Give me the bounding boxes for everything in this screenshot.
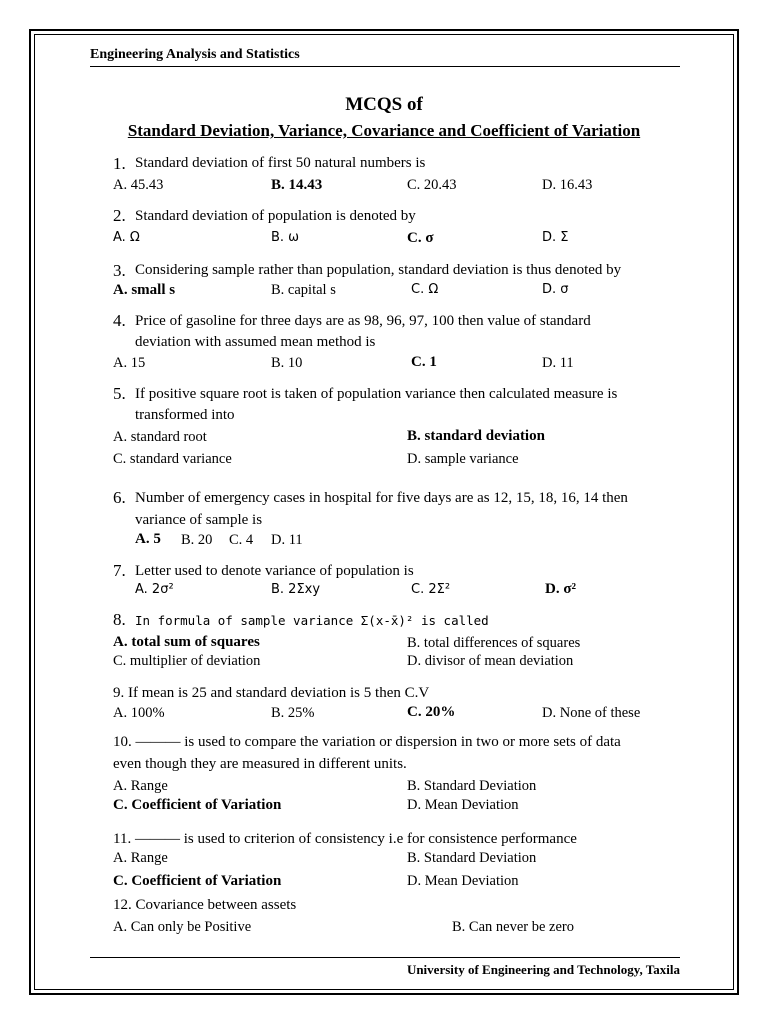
running-header: Engineering Analysis and Statistics	[90, 47, 300, 62]
q3-option-a: A. small s	[113, 282, 176, 298]
page-subtitle: Standard Deviation, Variance, Covariance and Coefficient of Variation	[127, 121, 641, 140]
q5-text-line2: transformed into	[135, 407, 235, 423]
q3-option-d: D. σ	[542, 282, 569, 297]
q6-option-b: B. 20	[181, 532, 213, 548]
q2-option-b: B. ω	[271, 230, 300, 245]
q10-option-a: A. Range	[113, 778, 168, 794]
q2-option-c: C. σ	[407, 230, 434, 246]
q7-option-b: B. 2Σxy	[271, 582, 321, 597]
q2-option-a: A. Ω	[113, 230, 140, 245]
q3-option-c: C. Ω	[411, 282, 439, 297]
q5-option-d: D. sample variance	[407, 451, 519, 467]
q12-option-b: B. Can never be zero	[452, 919, 574, 935]
q12-option-a: A. Can only be Positive	[113, 919, 252, 935]
q7-text: Letter used to denote variance of population is	[135, 563, 414, 579]
q3-option-b: B. capital s	[271, 282, 336, 298]
q4-option-c: C. 1	[411, 354, 437, 370]
q10-text-line2: even though they are measured in different units.	[113, 756, 407, 772]
running-footer: University of Engineering and Technology, Taxila	[406, 962, 680, 977]
q9-text: 9. If mean is 25 and standard deviation is 5 then C.V	[113, 685, 430, 701]
q6-number: 6.	[113, 488, 126, 507]
q5-number: 5.	[113, 384, 126, 403]
q11-option-b: B. Standard Deviation	[407, 850, 537, 866]
q7-option-d: D. σ²	[545, 581, 576, 597]
q1-option-d: D. 16.43	[542, 177, 593, 193]
q11-option-c: C. Coefficient of Variation	[113, 873, 282, 889]
q8-option-a: A. total sum of squares	[113, 634, 260, 650]
q5-option-a: A. standard root	[113, 429, 207, 445]
q4-number: 4.	[113, 311, 126, 330]
q4-option-d: D. 11	[542, 355, 574, 371]
q5-option-b: B. standard deviation	[407, 428, 545, 444]
q1-option-a: A. 45.43	[113, 177, 164, 193]
header-rule	[90, 66, 680, 67]
q8-number: 8.	[113, 610, 126, 629]
q5-text-line1: If positive square root is taken of population variance then calculated measure is	[135, 386, 618, 402]
q1-option-b: B. 14.43	[271, 177, 323, 193]
q9-option-d: D. None of these	[542, 705, 641, 721]
q9-option-a: A. 100%	[113, 705, 165, 721]
q11-option-a: A. Range	[113, 850, 168, 866]
q4-option-a: A. 15	[113, 355, 146, 371]
footer-rule	[90, 957, 680, 958]
q2-text: Standard deviation of population is denoted by	[135, 208, 416, 224]
q10-option-b: B. Standard Deviation	[407, 778, 537, 794]
q1-number: 1.	[113, 154, 126, 173]
q5-option-c: C. standard variance	[113, 451, 232, 467]
q6-text-line2: variance of sample is	[135, 512, 263, 528]
q8-text: In formula of sample variance Σ(x-x̄)² is called	[135, 613, 489, 628]
q3-text: Considering sample rather than population, standard deviation is thus denoted by	[135, 262, 622, 278]
q10-text-line1: 10. ——— is used to compare the variation or dispersion in two or more sets of data	[113, 734, 621, 750]
q9-option-c: C. 20%	[407, 704, 456, 720]
q4-text-line1: Price of gasoline for three days are as 98, 96, 97, 100 then value of standard	[135, 313, 591, 329]
q9-option-b: B. 25%	[271, 705, 315, 721]
q10-option-c: C. Coefficient of Variation	[113, 797, 282, 813]
q8-option-b: B. total differences of squares	[407, 635, 581, 651]
q3-number: 3.	[113, 261, 126, 280]
q6-option-d: D. 11	[271, 532, 303, 548]
page-title: MCQS of	[345, 94, 423, 115]
q11-option-d: D. Mean Deviation	[407, 873, 519, 889]
q1-text: Standard deviation of first 50 natural numbers is	[135, 155, 426, 171]
q4-text-line2: deviation with assumed mean method is	[135, 334, 376, 350]
q1-option-c: C. 20.43	[407, 177, 457, 193]
q8-option-d: D. divisor of mean deviation	[407, 653, 574, 669]
q6-option-a: A. 5	[135, 531, 161, 547]
q6-option-c: C. 4	[229, 532, 254, 548]
q6-text-line1: Number of emergency cases in hospital for five days are as 12, 15, 18, 16, 14 then	[135, 490, 628, 506]
q7-option-a: A. 2σ²	[135, 582, 174, 597]
q2-number: 2.	[113, 206, 126, 225]
q8-option-c: C. multiplier of deviation	[113, 653, 261, 669]
q11-text: 11. ——— is used to criterion of consistency i.e for consistence performance	[113, 831, 577, 847]
q2-option-d: D. Σ	[542, 230, 569, 245]
q12-text: 12. Covariance between assets	[113, 897, 297, 913]
q7-option-c: C. 2Σ²	[411, 582, 451, 597]
q10-option-d: D. Mean Deviation	[407, 797, 519, 813]
q4-option-b: B. 10	[271, 355, 303, 371]
q7-number: 7.	[113, 561, 126, 580]
